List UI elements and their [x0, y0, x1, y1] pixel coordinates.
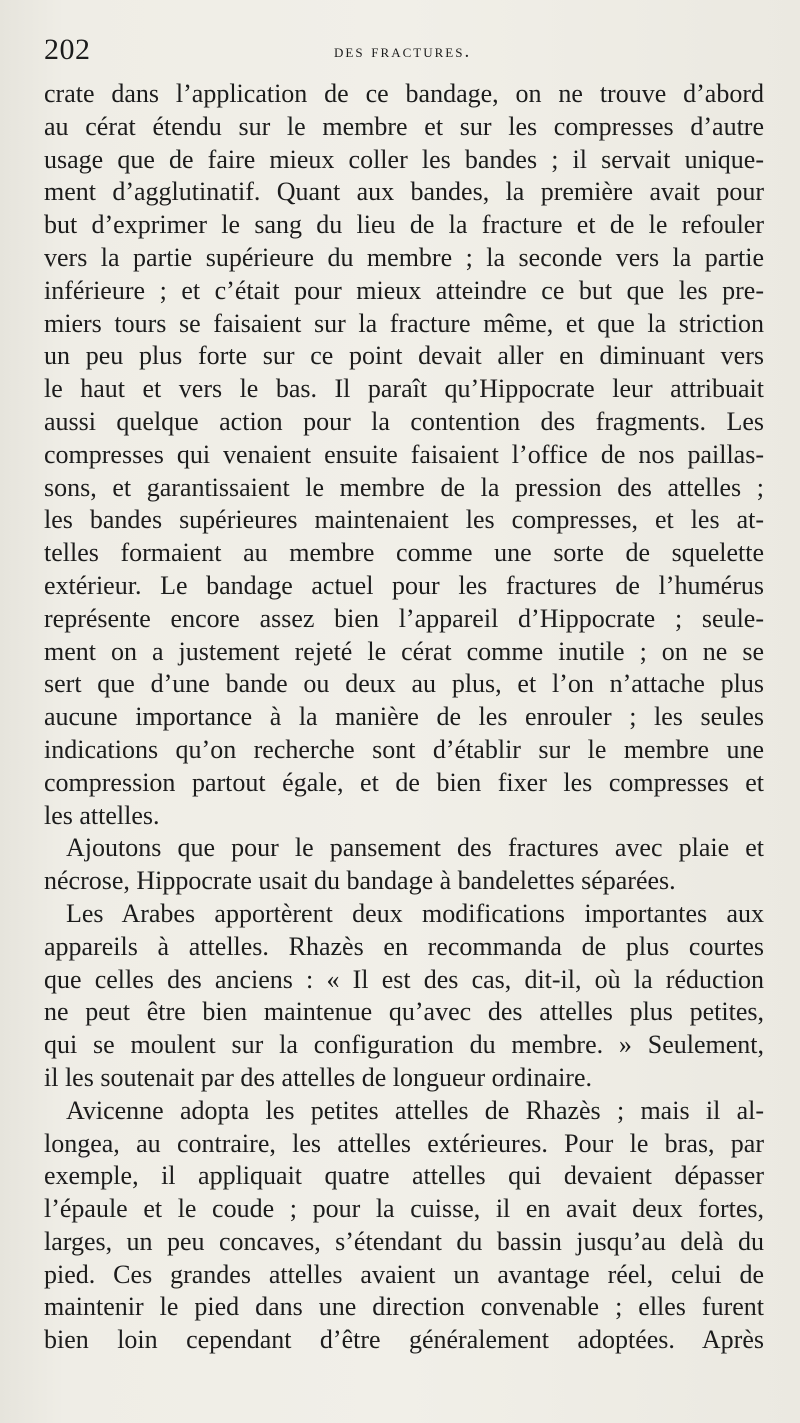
text-line: compression partout égale, et de bien fixer les compresses et [44, 767, 764, 797]
text-line: indications qu’on recherche sont d’établir sur le membre une [44, 734, 764, 764]
text-line: Avicenne adopta les petites attelles de Rhazès ; mais il al- [66, 1095, 764, 1125]
text-line: maintenir le pied dans une direction convenable ; elles furent [44, 1292, 764, 1322]
text-line: bien loin cependant d’être généralement adoptées. Après [44, 1325, 764, 1355]
text-line: l’épaule et le coude ; pour la cuisse, il en avait deux fortes, [44, 1194, 764, 1224]
running-head: des fractures. [334, 41, 472, 62]
paragraph [44, 78, 764, 832]
text-line: appareils à attelles. Rhazès en recommanda de plus courtes [44, 931, 764, 961]
body-text [44, 78, 764, 1357]
text-line: sons, et garantissaient le membre de la pression des attelles ; [44, 472, 764, 502]
text-line: but d’exprimer le sang du lieu de la fracture et de le refouler [44, 210, 764, 240]
text-line: crate dans l’application de ce bandage, on ne trouve d’abord [44, 79, 764, 108]
text-line: aussi quelque action pour la contention des fragments. Les [44, 406, 764, 436]
text-line: extérieur. Le bandage actuel pour les fractures de l’humérus [44, 570, 764, 600]
text-line: ment on a justement rejeté le cérat comme inutile ; on ne se [44, 636, 764, 666]
text-line: sert que d’une bande ou deux au plus, et l’on n’attache plus [44, 669, 764, 699]
text-line: nécrose, Hippocrate usait du bandage à bandelettes séparées. [44, 866, 676, 896]
page-number: 202 [44, 33, 91, 66]
text-line: le haut et vers le bas. Il paraît qu’Hippocrate leur attribuait [44, 374, 764, 404]
text-line: exemple, il appliquait quatre attelles qui devaient dépasser [44, 1161, 764, 1191]
text-line: pied. Ces grandes attelles avaient un avantage réel, celui de [44, 1259, 764, 1289]
text-line: les bandes supérieures maintenaient les compresses, et les at- [44, 505, 764, 535]
paragraph [44, 898, 764, 1095]
paragraph [44, 1095, 764, 1357]
text-line: Les Arabes apportèrent deux modifications importantes aux [66, 898, 764, 928]
text-line: larges, un peu concaves, s’étendant du bassin jusqu’au delà du [44, 1226, 764, 1256]
text-line: inférieure ; et c’était pour mieux atteindre ce but que les pre- [44, 275, 764, 305]
page-header [44, 30, 774, 70]
text-line: ment d’agglutinatif. Quant aux bandes, la première avait pour [44, 177, 764, 207]
text-line: les attelles. [44, 800, 160, 830]
text-line: il les soutenait par des attelles de longueur ordinaire. [44, 1062, 592, 1092]
text-line: telles formaient au membre comme une sorte de squelette [44, 538, 764, 568]
text-line: qui se moulent sur la configuration du membre. » Seulement, [44, 1030, 764, 1060]
text-line: longea, au contraire, les attelles extérieures. Pour le bras, par [44, 1128, 764, 1158]
text-line: compresses qui venaient ensuite faisaient l’office de nos paillas- [44, 439, 764, 469]
text-line: vers la partie supérieure du membre ; la seconde vers la partie [44, 242, 764, 272]
text-line: usage que de faire mieux coller les bandes ; il servait unique- [44, 144, 764, 174]
text-line: représente encore assez bien l’appareil d’Hippocrate ; seule- [44, 603, 764, 633]
text-line: Ajoutons que pour le pansement des fractures avec plaie et [66, 833, 764, 863]
text-line: aucune importance à la manière de les enrouler ; les seules [44, 702, 764, 732]
paragraph [44, 832, 764, 898]
text-line: miers tours se faisaient sur la fracture même, et que la striction [44, 308, 764, 338]
text-line: que celles des anciens : « Il est des cas, dit-il, où la réduction [44, 964, 764, 994]
text-line: au cérat étendu sur le membre et sur les compresses d’autre [44, 111, 764, 141]
text-line: un peu plus forte sur ce point devait aller en diminuant vers [44, 341, 764, 371]
text-line: ne peut être bien maintenue qu’avec des attelles plus petites, [44, 997, 764, 1027]
